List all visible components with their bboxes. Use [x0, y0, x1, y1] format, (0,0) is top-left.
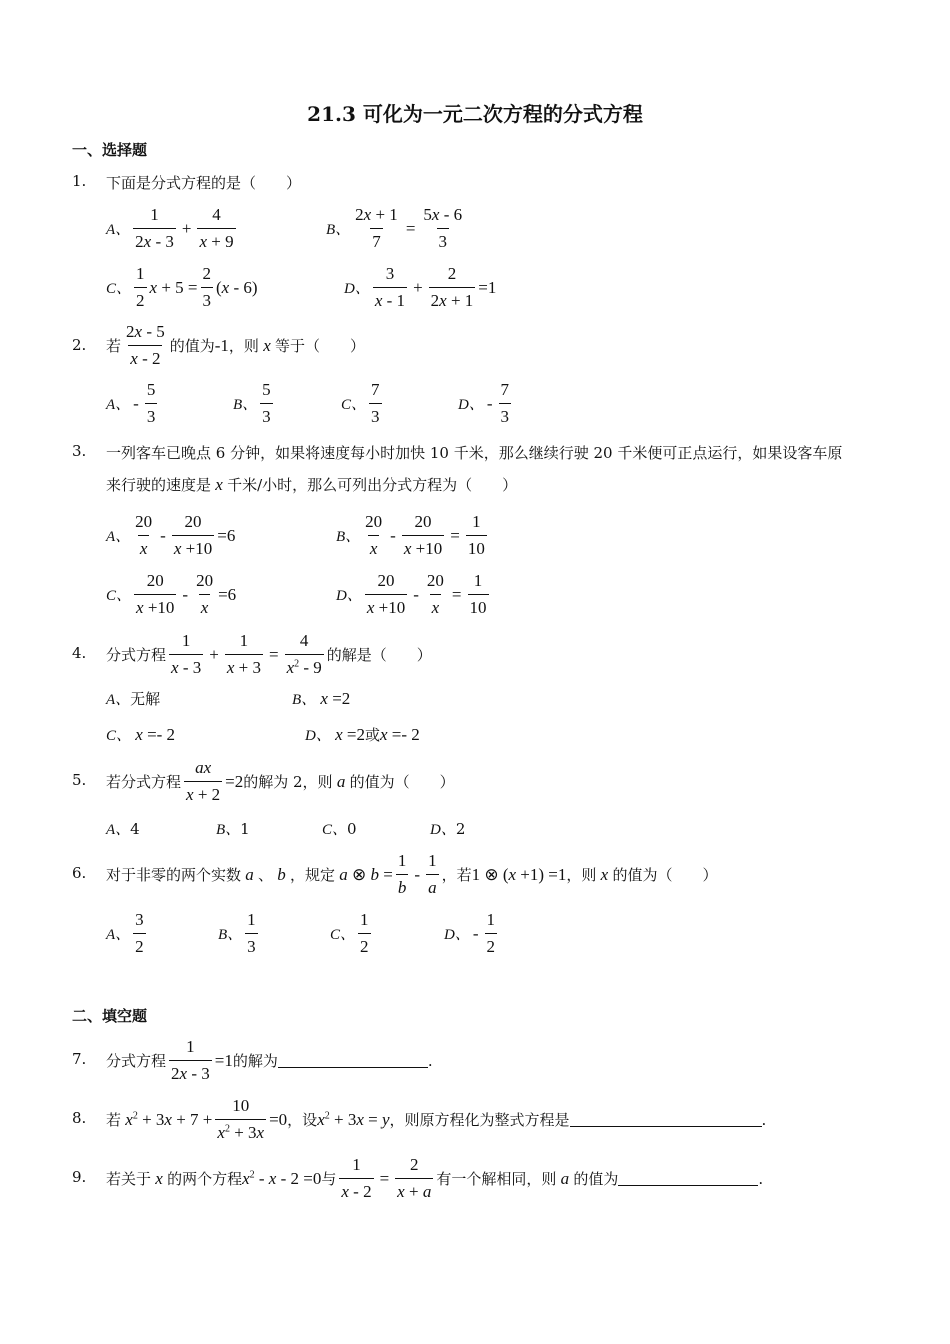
option-label: B、 [233, 397, 258, 413]
q3-option-d[interactable]: D、 $\frac{20}{x +10}$ - $\frac{20}{x}$ = $\frac{1}{10}$ [336, 571, 487, 617]
q7-end: . [427, 1051, 433, 1070]
q5-option-d-text: 2 [455, 819, 466, 838]
q5-stem: 若分式方程 $\frac{ax}{x + 2}$ =2 的解为 2，则 a 的值为（ ） [106, 758, 455, 804]
q5-option-a-text: 4 [130, 819, 140, 838]
q7-answer-blank[interactable] [278, 1053, 428, 1068]
option-label: A、 [106, 927, 131, 943]
option-label: A、 [106, 822, 131, 838]
q9-stem-d: 有一个解相同，则 [436, 1170, 557, 1188]
q2-option-c[interactable]: C、 $\frac{7}{3}$ [341, 380, 380, 426]
q2-option-a[interactable]: A、 - $\frac{5}{3}$ [106, 380, 156, 426]
q7-stem-b: 的解为 [232, 1052, 278, 1070]
q4-stem-b: 的解是（ ） [326, 646, 432, 664]
q9-stem-e: 的值为 [573, 1170, 619, 1188]
section-choice: 一、选择题 [72, 141, 148, 159]
q3-option-a[interactable]: A、 $\frac{20}{x}$ - $\frac{20}{x +10}$ =6 [106, 512, 236, 558]
q2-stem: 若 $\frac{2x - 5}{x - 2}$ 的值为 -1 ，则 x 等于（ ） [106, 322, 365, 368]
q3-line2: 来行驶的速度是 x 千米/小时，那么可列出分式方程为（ ） [106, 474, 518, 494]
option-label: B、 [218, 927, 243, 943]
option-label: D、 [444, 927, 470, 943]
option-label: B、 [216, 822, 241, 838]
q8-stem-a: 若 [106, 1111, 122, 1129]
q3-line2a: 来行驶的速度是 [106, 476, 212, 494]
q7-stem-a: 分式方程 [106, 1052, 167, 1070]
q1-stem: 下面是分式方程的是（ ） [106, 174, 302, 192]
q5-option-b[interactable] [216, 818, 250, 839]
q4-stem: 分式方程 $\frac{1}{x - 3}$ + $\frac{1}{x + 3}$ = $\frac{4}{x^2 - 9}$ 的解是（ ） [106, 631, 432, 677]
q6-option-a[interactable]: A、 $\frac{3}{2}$ [106, 910, 144, 956]
option-label: B、 [336, 529, 361, 545]
q8-answer-blank[interactable] [570, 1112, 762, 1127]
option-label: A、 [106, 692, 131, 708]
q5-stem-b: 的解为 2，则 [243, 773, 333, 791]
q4-option-a-text: 无解 [130, 690, 161, 708]
q4-option-d[interactable]: D、 x =2 或 x =- 2 [305, 724, 420, 744]
option-label: A、 [106, 222, 131, 238]
q8-stem-c: ，则原方程化为整式方程是 [389, 1111, 570, 1129]
q9-stem-b: 的两个方程 [167, 1170, 243, 1188]
option-label: D、 [458, 397, 484, 413]
q6-stem-c: ，规定 [290, 866, 336, 884]
q4-option-b[interactable]: B、 x =2 [292, 688, 351, 708]
q3-number: 3. [72, 442, 87, 460]
q6-option-c[interactable]: C、 $\frac{1}{2}$ [330, 910, 369, 956]
q1-option-c[interactable]: C、 $\frac{1}{2}$ x + 5 = $\frac{2}{3}$ (x - 6) [106, 264, 258, 310]
q5-option-d[interactable] [430, 818, 465, 839]
q4-or: 或 [364, 726, 380, 744]
option-label: A、 [106, 397, 131, 413]
q8-stem-b: ，设 [287, 1111, 318, 1129]
q8-stem: 若 $x^2 + 3x + 7$ + $\frac{10}{x^2 + 3x}$ =0 ，设 $x^2 + 3x = y$ ，则原方程化为整式方程是 . [106, 1096, 767, 1142]
q9-stem-a: 若关于 [106, 1170, 152, 1188]
q2-option-d[interactable]: D、 - $\frac{7}{3}$ [458, 380, 510, 426]
q6-stem: 对于非零的两个实数 a 、 b ，规定 a ⊗ b = $\frac{1}{b}$ - $\frac{1}{a}$ ，若 1 ⊗ (x +1) =1 ，则 x 的值为（ ） [106, 851, 718, 897]
q6-number: 6. [72, 864, 87, 882]
q2-stem-a: 若 [106, 337, 122, 355]
q5-option-c[interactable] [322, 818, 357, 839]
option-label: B、 [326, 222, 351, 238]
option-label: B、 [292, 692, 317, 708]
q2-option-b[interactable]: B、 $\frac{5}{3}$ [233, 380, 271, 426]
q9-stem: 若关于 x 的两个方程 $x^2 - x - 2 =0$ 与 $\frac{1}{x - 2}$ = $\frac{2}{x + a}$ 有一个解相同，则 a 的值为 . [106, 1155, 764, 1201]
q3-line1: 一列客车已晚点 6 分钟，如果将速度每小时加快 10 千米，那么继续行驶 20 千米便可正点运行，如果设客车原 [106, 444, 843, 462]
option-label: C、 [106, 281, 132, 297]
q1-number: 1. [72, 172, 87, 190]
q3-line2b: 千米/小时，那么可列出分式方程为（ ） [227, 476, 518, 494]
section-fill: 二、填空题 [72, 1007, 148, 1025]
q6-stem-d: ，若 [441, 866, 472, 884]
option-label: D、 [305, 728, 331, 744]
q2-stem-c: ，则 [228, 337, 259, 355]
q7-stem: 分式方程 $\frac{1}{2x - 3}$ =1 的解为 . [106, 1037, 433, 1083]
q4-option-c[interactable]: C、 x =- 2 [106, 724, 176, 744]
q9-answer-blank[interactable] [618, 1171, 758, 1186]
q6-stem-b: 、 [258, 866, 274, 884]
q2-number: 2. [72, 336, 87, 354]
q7-number: 7. [72, 1050, 87, 1068]
option-label: C、 [322, 822, 348, 838]
q9-end: . [758, 1169, 764, 1188]
page-title: 21.3 可化为一元二次方程的分式方程 [307, 102, 643, 126]
option-label: D、 [336, 588, 362, 604]
q8-end: . [761, 1110, 767, 1129]
option-label: D、 [430, 822, 456, 838]
option-label: A、 [106, 529, 131, 545]
q6-stem-a: 对于非零的两个实数 [106, 866, 242, 884]
q4-option-a[interactable] [106, 688, 160, 709]
q2-stem-b: 的值为 [169, 337, 215, 355]
option-label: C、 [341, 397, 367, 413]
q3-option-c[interactable]: C、 $\frac{20}{x +10}$ - $\frac{20}{x}$ =6 [106, 571, 237, 617]
q8-number: 8. [72, 1109, 87, 1127]
q1-option-a[interactable]: A、 $\frac{1}{2x - 3}$ + $\frac{4}{x + 9}$ [106, 205, 234, 251]
q6-stem-e: ，则 [566, 866, 597, 884]
q9-stem-c: 与 [321, 1170, 337, 1188]
q5-option-c-text: 0 [347, 819, 357, 838]
q4-number: 4. [72, 644, 87, 662]
q5-stem-a: 若分式方程 [106, 773, 182, 791]
q5-stem-c: 的值为（ ） [349, 773, 455, 791]
q1-option-d[interactable]: D、 $\frac{3}{x - 1}$ + $\frac{2}{2x + 1}$ =1 [344, 264, 497, 310]
option-label: D、 [344, 281, 370, 297]
q5-option-b-text: 1 [240, 819, 250, 838]
q9-number: 9. [72, 1168, 87, 1186]
q1-option-b[interactable]: B、 $\frac{2x + 1}{7}$ = $\frac{5x - 6}{3}$ [326, 205, 463, 251]
q6-option-b[interactable]: B、 $\frac{1}{3}$ [218, 910, 256, 956]
option-label: C、 [330, 927, 356, 943]
option-label: C、 [106, 728, 132, 744]
option-label: C、 [106, 588, 132, 604]
q5-option-a[interactable] [106, 818, 140, 839]
q3-option-b[interactable]: B、 $\frac{20}{x}$ - $\frac{20}{x +10}$ = $\frac{1}{10}$ [336, 512, 485, 558]
q5-number: 5. [72, 771, 87, 789]
q2-value: -1 [214, 335, 229, 355]
q2-stem-d: 等于（ ） [274, 337, 365, 355]
q6-option-d[interactable]: D、 - $\frac{1}{2}$ [444, 910, 496, 956]
q6-stem-f: 的值为（ ） [612, 866, 718, 884]
q4-stem-a: 分式方程 [106, 646, 167, 664]
